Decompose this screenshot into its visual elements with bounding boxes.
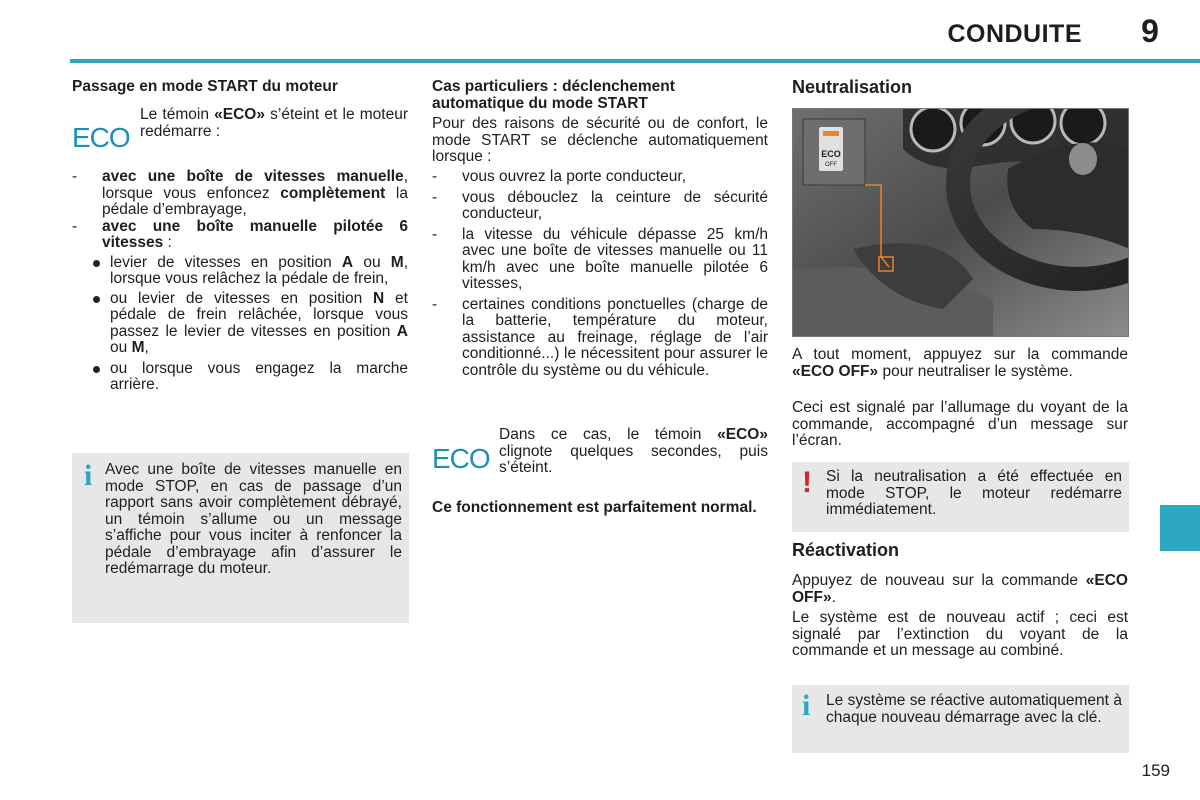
chapter-number: 9 [1141, 13, 1159, 49]
header-rule [70, 59, 1200, 63]
col3-paragraph-2: Ceci est signalé par l’allumage du voyant de la commande, accompagné d’un message sur l’écran. [792, 399, 1128, 449]
col3-paragraph-1: A tout moment, appuyez sur la commande «ECO OFF» pour neutraliser le système. [792, 346, 1128, 380]
col3-info-box [792, 685, 1129, 753]
sub-list-item: ou levier de vitesses en position N et pédale de frein relâchée, lorsque vous passez le levier de vitesses en position A ou M, [92, 291, 408, 357]
chapter-side-tab [1160, 505, 1200, 551]
col2-heading: Cas particuliers : déclenchement automatique du mode START [432, 78, 675, 112]
col3-warning-box [792, 462, 1129, 532]
dashboard-photo [792, 108, 1129, 337]
eco-off-button-label: ECO [821, 149, 841, 159]
warning-icon: ! [802, 466, 812, 499]
col1-list [72, 169, 408, 396]
list-item: - vous débouclez la ceinture de sécurité conducteur, [432, 190, 768, 223]
list-item: - avec une boîte manuelle pilotée 6 vitesses : levier de vitesses en position A ou M, lorsque vous relâchez la pédale de frein, ou levier de vitesses en position N et pédale de frein relâchée, lorsque vous passez le levier de vitesses en position A ou M, ou lorsque vous engagez la marche arrière. [72, 219, 408, 394]
list-item: - certaines conditions ponctuelles (charge de la batterie, température du moteur, assistance au freinage, réglage de l’air conditionné...) le nécessitent pour assurer le contrôle du système ou du véhicule. [432, 297, 768, 380]
eco-off-button-sublabel: OFF [825, 162, 837, 168]
sub-list-item: levier de vitesses en position A ou M, lorsque vous relâchez la pédale de frein, [92, 255, 408, 288]
eco-icon: ECO [72, 122, 130, 153]
eco-icon: ECO [432, 443, 490, 474]
col1-info-text: Avec une boîte de vitesses manuelle en mode STOP, en cas de passage d’un rapport sans avoir complètement débrayé, un témoin s’allume ou un message s’affiche pour vous inciter à renfoncer la pédale d’embrayage afin d’assurer le redémarrage du moteur. [105, 461, 402, 577]
section-heading-neutralisation: Neutralisation [792, 77, 913, 97]
dashboard-illustration [793, 109, 1129, 337]
info-icon: i [84, 459, 93, 492]
col1-eco-text: Le témoin «ECO» s’éteint et le moteur redémarre : [140, 106, 408, 140]
col2-list [432, 169, 768, 379]
page-number: 159 [1141, 761, 1170, 780]
info-icon: i [802, 689, 811, 722]
col2-conclusion: Ce fonctionnement est parfaitement normal. [432, 499, 757, 516]
col2-intro: Pour des raisons de sécurité ou de confort, le mode START se déclenche automatiquement lorsque : [432, 115, 768, 165]
list-item: - la vitesse du véhicule dépasse 25 km/h avec une boîte de vitesses manuelle ou 11 km/h avec une boîte manuelle pilotée 6 vitesses, [432, 227, 768, 293]
col3-paragraph-3: Appuyez de nouveau sur la commande «ECO OFF». [792, 572, 1128, 606]
chapter-title: CONDUITE [947, 20, 1082, 48]
col2-eco-text: Dans ce cas, le témoin «ECO» clignote quelques secondes, puis s’éteint. [499, 426, 768, 476]
col1-heading: Passage en mode START du moteur [72, 78, 338, 95]
col3-warning-text: Si la neutralisation a été effectuée en mode STOP, le moteur redémarre immédiatement. [826, 468, 1122, 518]
list-item: - avec une boîte de vitesses manuelle, lorsque vous enfoncez complètement la pédale d’embrayage, [72, 169, 408, 219]
list-item: - vous ouvrez la porte conducteur, [432, 169, 768, 186]
col3-paragraph-4: Le système est de nouveau actif ; ceci est signalé par l’extinction du voyant de la commande et un message au combiné. [792, 609, 1128, 659]
col1-info-box [72, 453, 409, 623]
col3-info-text: Le système se réactive automatiquement à chaque nouveau démarrage avec la clé. [826, 692, 1122, 726]
section-heading-reactivation: Réactivation [792, 540, 900, 560]
sub-list-item: ou lorsque vous engagez la marche arrière. [92, 361, 408, 394]
